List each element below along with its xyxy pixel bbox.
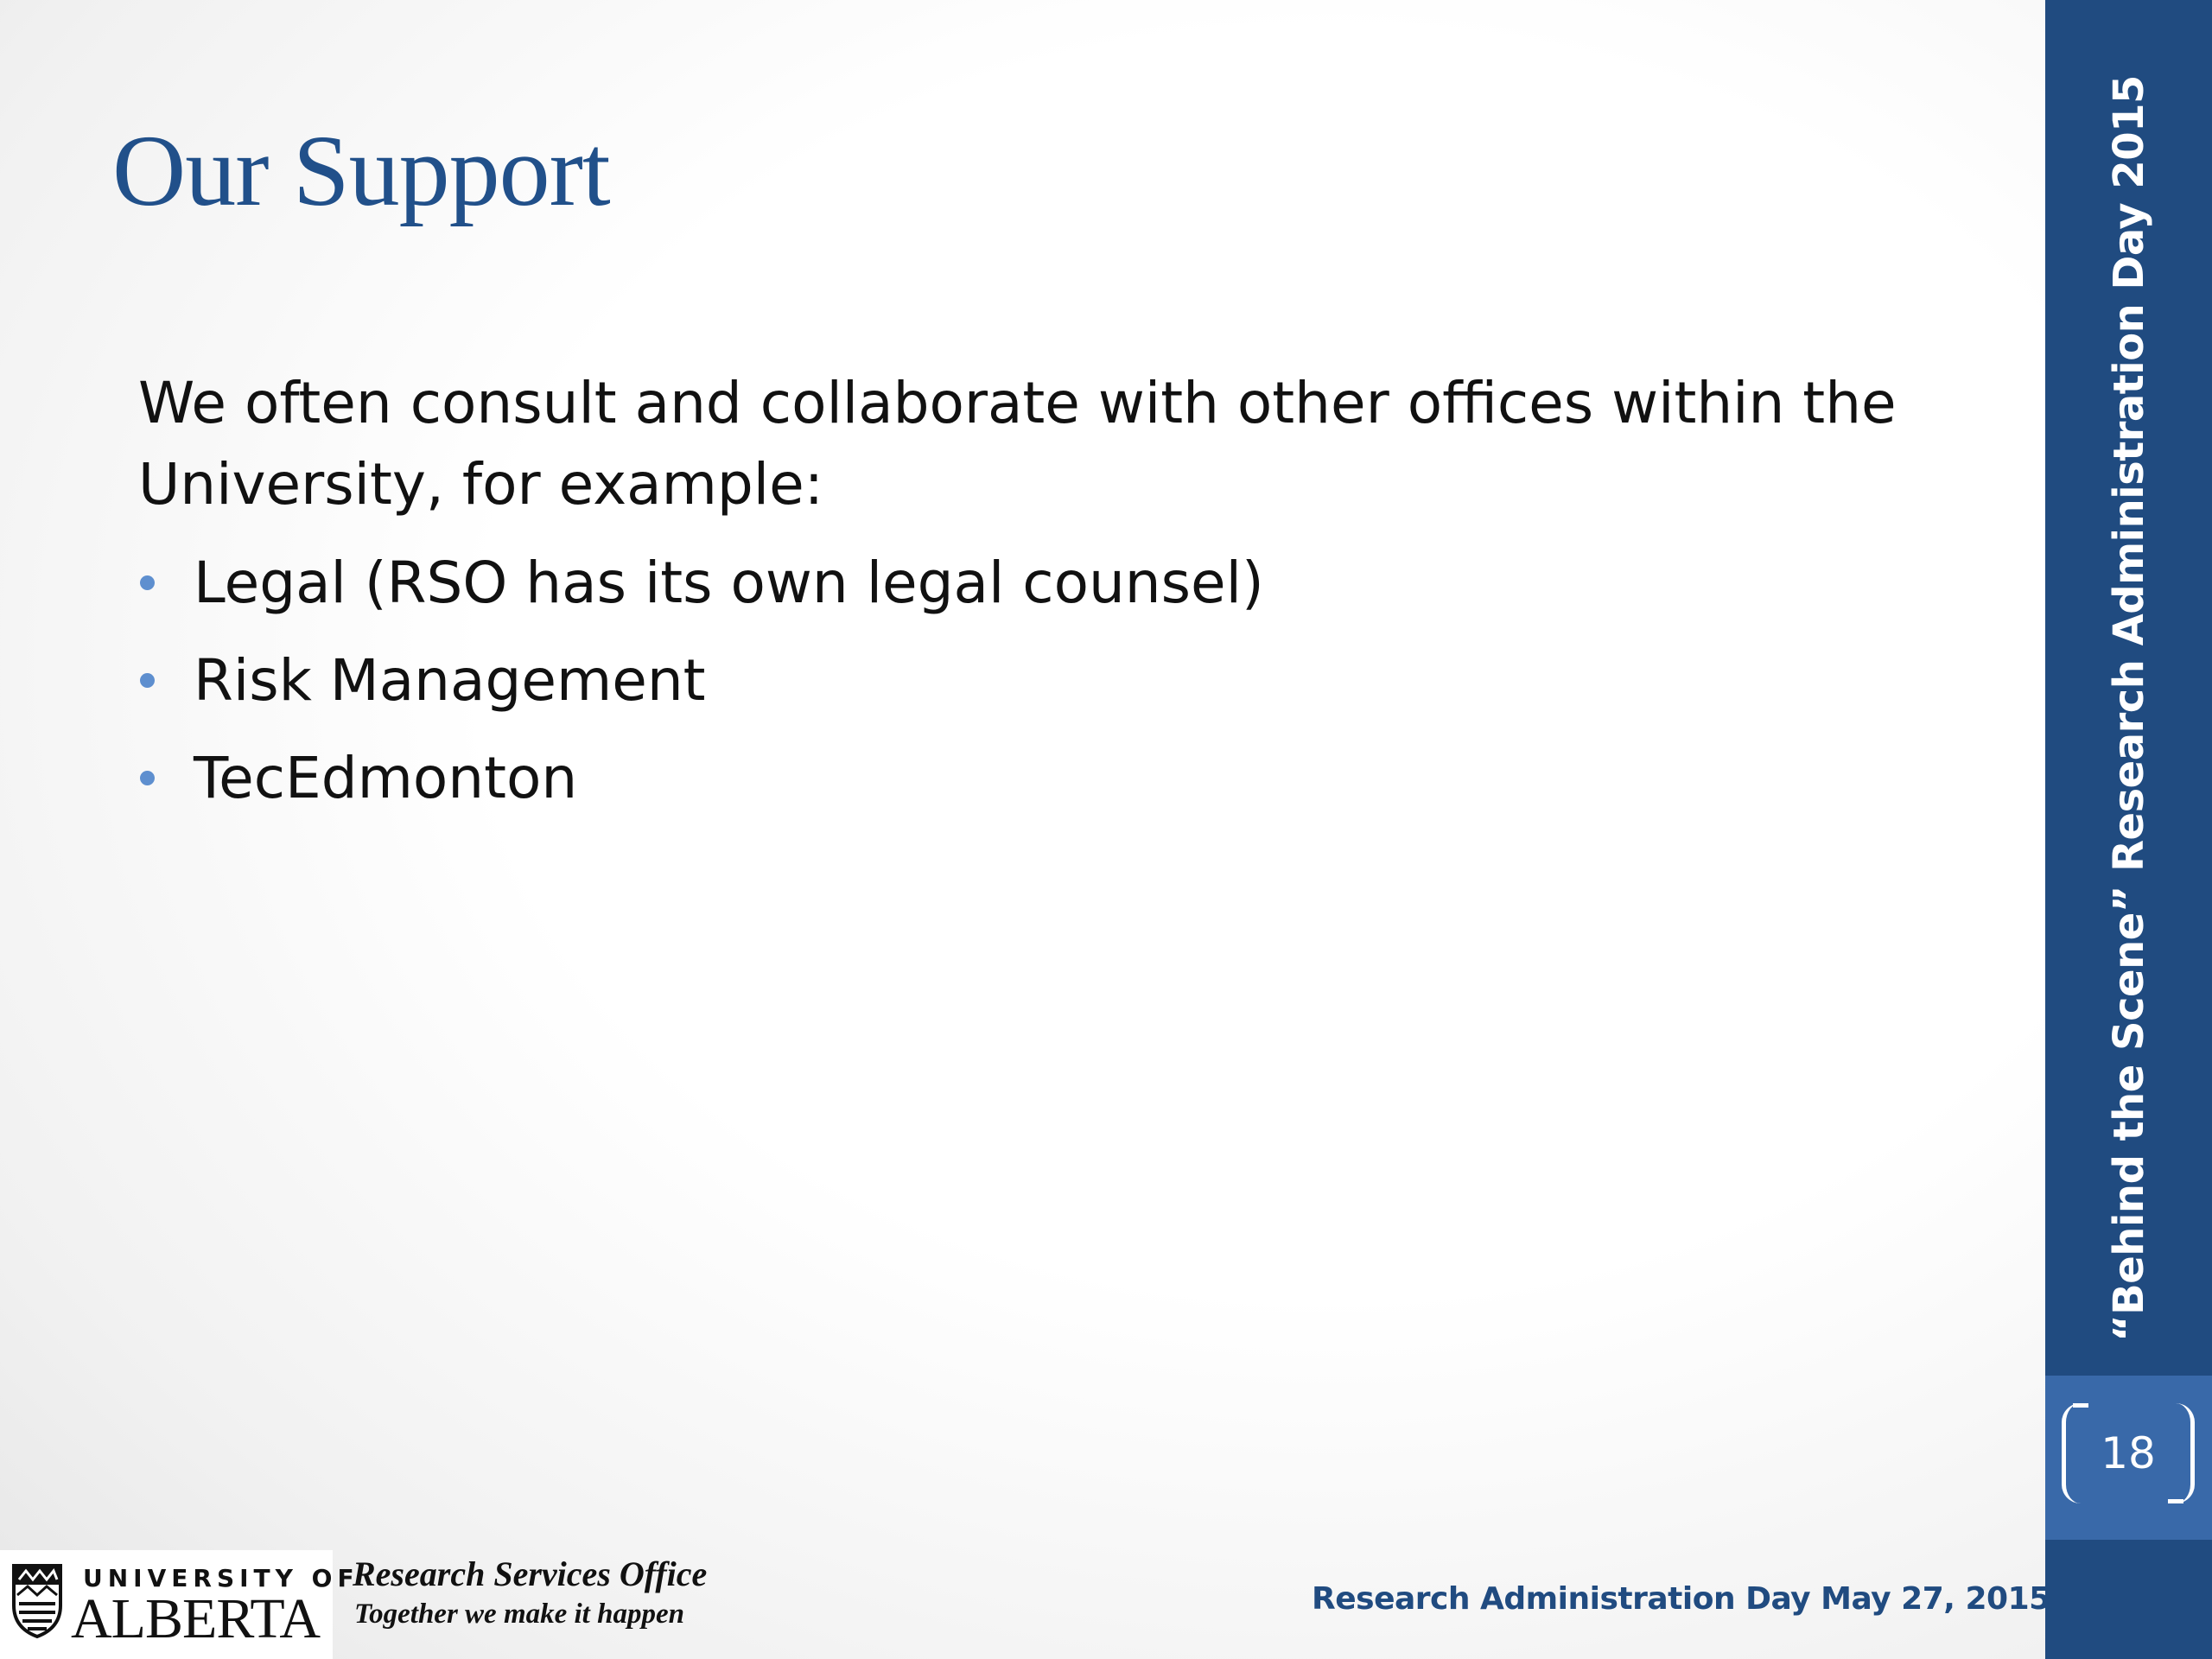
slide-title: Our Support [112,114,610,227]
bullet-text: Risk Management [194,647,706,714]
office-tagline: Together we make it happen [354,1599,684,1630]
bullet-item [138,632,1996,729]
footer-event-text: Research Administration Day May 27, 2015 [1312,1581,2050,1617]
bullet-dot-icon [140,673,155,688]
sidebar-vertical-title: “Behind the Scene” Research Administration Day 2015 [2105,75,2153,1342]
bullet-list [138,534,1996,827]
university-of-text: UNIVERSITY OF [83,1564,359,1592]
bullet-text: Legal (RSO has its own legal counsel) [194,550,1264,616]
intro-text: We often consult and collaborate with other offices within the University, for example: [138,370,1897,518]
slide-content [138,363,1996,827]
bullet-dot-icon [140,575,155,590]
university-logo [0,1550,359,1659]
crest-icon [9,1560,66,1640]
bullet-item [138,534,1996,632]
bullet-item [138,729,1996,827]
bullet-dot-icon [140,771,155,785]
page-number-label: 18 [2101,1428,2156,1478]
page-number [2062,1403,2195,1503]
alberta-text: ALBERTA [71,1587,321,1650]
office-name: Research Services Office [353,1554,708,1593]
bullet-text: TecEdmonton [194,745,578,811]
